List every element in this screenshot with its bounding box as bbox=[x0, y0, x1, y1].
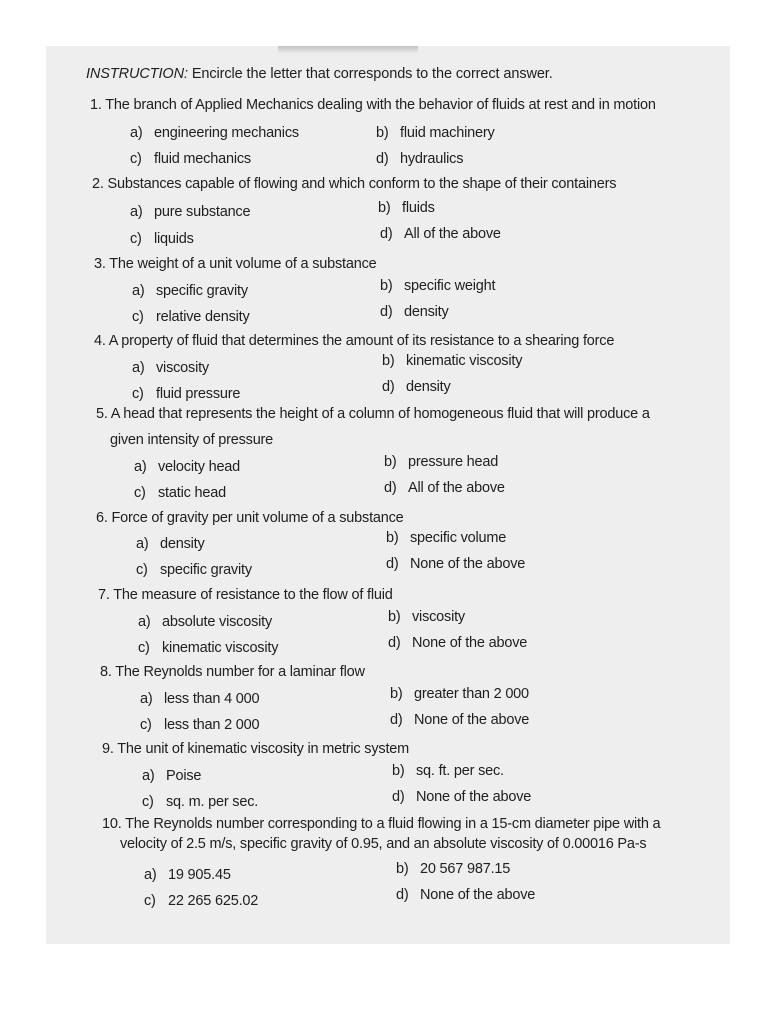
question-stem: 7. The measure of resistance to the flow of fluid bbox=[98, 587, 393, 603]
option-b[interactable]: b) fluids bbox=[378, 200, 435, 216]
bleed-through-smudge bbox=[278, 46, 418, 54]
option-a[interactable]: a) specific gravity bbox=[132, 283, 248, 299]
question-stem: 6. Force of gravity per unit volume of a substance bbox=[96, 510, 404, 526]
option-a[interactable]: a) pure substance bbox=[130, 204, 251, 220]
option-d[interactable]: d) All of the above bbox=[380, 226, 501, 242]
instruction-text: Encircle the letter that corresponds to the correct answer. bbox=[187, 66, 553, 82]
question-stem: 5. A head that represents the height of a column of homogeneous fluid that will produce a bbox=[96, 406, 650, 422]
option-b[interactable]: b) 20 567 987.15 bbox=[396, 861, 511, 877]
option-d[interactable]: d) density bbox=[380, 304, 449, 320]
option-b[interactable]: b) fluid machinery bbox=[376, 125, 495, 141]
question-stem: 1. The branch of Applied Mechanics dealing with the behavior of fluids at rest and in motion bbox=[90, 97, 656, 113]
option-c[interactable]: c) specific gravity bbox=[136, 562, 252, 578]
option-c[interactable]: c) fluid mechanics bbox=[130, 151, 251, 167]
option-c[interactable]: c) fluid pressure bbox=[132, 386, 241, 402]
instruction-line bbox=[86, 66, 553, 82]
option-a[interactable]: a) engineering mechanics bbox=[130, 125, 299, 141]
instruction-label: INSTRUCTION: bbox=[86, 66, 188, 82]
option-c[interactable]: c) sq. m. per sec. bbox=[142, 794, 259, 810]
option-a[interactable]: a) absolute viscosity bbox=[138, 614, 273, 630]
question-stem: 3. The weight of a unit volume of a substance bbox=[94, 256, 377, 272]
option-c[interactable]: c) relative density bbox=[132, 309, 250, 325]
question-stem: 4. A property of fluid that determines the amount of its resistance to a shearing force bbox=[94, 333, 615, 349]
option-a[interactable]: a) Poise bbox=[142, 768, 202, 784]
option-d[interactable]: d) None of the above bbox=[390, 712, 530, 728]
option-d[interactable]: d) density bbox=[382, 379, 451, 395]
document-page bbox=[46, 46, 730, 944]
option-d[interactable]: d) All of the above bbox=[384, 480, 505, 496]
option-c[interactable]: c) 22 265 625.02 bbox=[144, 893, 259, 909]
option-a[interactable]: a) density bbox=[136, 536, 205, 552]
question-stem: 8. The Reynolds number for a laminar flow bbox=[100, 664, 365, 680]
option-c[interactable]: c) less than 2 000 bbox=[140, 717, 260, 733]
option-d[interactable]: d) None of the above bbox=[386, 556, 526, 572]
option-d[interactable]: d) None of the above bbox=[392, 789, 532, 805]
question-stem: 2. Substances capable of flowing and which conform to the shape of their containers bbox=[92, 176, 617, 192]
option-c[interactable]: c) static head bbox=[134, 485, 226, 501]
option-c[interactable]: c) liquids bbox=[130, 231, 194, 247]
option-b[interactable]: b) viscosity bbox=[388, 609, 465, 625]
option-b[interactable]: b) pressure head bbox=[384, 454, 499, 470]
question-stem: 10. The Reynolds number corresponding to a fluid flowing in a 15-cm diameter pipe with a bbox=[102, 816, 661, 832]
option-d[interactable]: d) None of the above bbox=[388, 635, 528, 651]
option-a[interactable]: a) 19 905.45 bbox=[144, 867, 231, 883]
option-a[interactable]: a) viscosity bbox=[132, 360, 209, 376]
option-b[interactable]: b) specific weight bbox=[380, 278, 496, 294]
option-b[interactable]: b) kinematic viscosity bbox=[382, 353, 523, 369]
option-c[interactable]: c) kinematic viscosity bbox=[138, 640, 279, 656]
option-b[interactable]: b) sq. ft. per sec. bbox=[392, 763, 504, 779]
option-a[interactable]: a) less than 4 000 bbox=[140, 691, 260, 707]
option-b[interactable]: b) specific volume bbox=[386, 530, 507, 546]
question-stem: 9. The unit of kinematic viscosity in metric system bbox=[102, 741, 410, 757]
option-a[interactable]: a) velocity head bbox=[134, 459, 241, 475]
option-d[interactable]: d) hydraulics bbox=[376, 151, 464, 167]
option-d[interactable]: d) None of the above bbox=[396, 887, 536, 903]
question-stem-continued: velocity of 2.5 m/s, specific gravity of 0.95, and an absolute viscosity of 0.00016 Pa-s bbox=[120, 836, 647, 852]
question-stem-continued: given intensity of pressure bbox=[110, 432, 274, 448]
option-b[interactable]: b) greater than 2 000 bbox=[390, 686, 529, 702]
